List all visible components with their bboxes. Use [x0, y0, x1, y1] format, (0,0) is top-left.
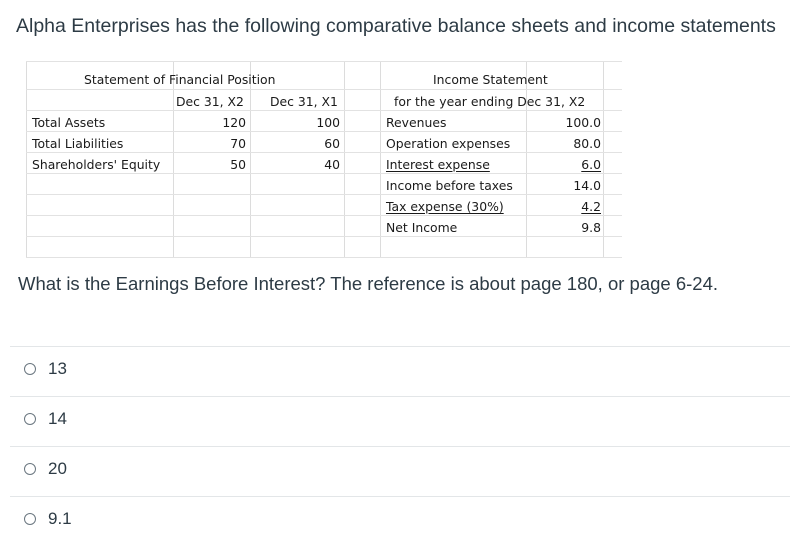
answer-option[interactable] — [10, 496, 790, 547]
shareholders-equity-x2: 50 — [230, 157, 246, 172]
net-income-value: 9.8 — [581, 220, 601, 235]
total-assets-x1: 100 — [316, 115, 340, 130]
row-label-tax-expense: Tax expense (30%) — [386, 199, 504, 214]
radio-button[interactable] — [24, 363, 36, 375]
answer-option[interactable] — [10, 396, 790, 447]
answer-label: 9.1 — [48, 509, 72, 528]
row-label-total-assets: Total Assets — [32, 115, 106, 130]
revenues-value: 100.0 — [565, 115, 601, 130]
row-label-income-before-taxes: Income before taxes — [386, 178, 513, 193]
answer-option[interactable] — [10, 346, 790, 397]
answer-label: 20 — [48, 459, 67, 478]
spreadsheet-image — [26, 61, 622, 257]
total-liabilities-x1: 60 — [324, 136, 340, 151]
total-liabilities-x2: 70 — [230, 136, 246, 151]
answer-label: 13 — [48, 359, 67, 378]
row-label-total-liabilities: Total Liabilities — [32, 136, 124, 151]
row-label-net-income: Net Income — [386, 220, 458, 235]
total-assets-x2: 120 — [222, 115, 246, 130]
income-statement-title: Income Statement — [433, 72, 548, 87]
radio-button[interactable] — [24, 513, 36, 525]
radio-button[interactable] — [24, 413, 36, 425]
income-statement-subtitle: for the year ending Dec 31, X2 — [394, 94, 586, 109]
interest-expense-value: 6.0 — [581, 157, 601, 172]
answer-label: 14 — [48, 409, 67, 428]
answer-option[interactable] — [10, 446, 790, 497]
question-text: What is the Earnings Before Interest? The reference is about page 180, or page 6-24. — [18, 273, 719, 294]
balance-sheet-title: Statement of Financial Position — [84, 72, 276, 87]
row-label-interest-expense: Interest expense — [386, 157, 490, 172]
row-label-operation-expenses: Operation expenses — [386, 136, 511, 151]
balance-sheet-col-x1: Dec 31, X1 — [270, 94, 338, 109]
tax-expense-value: 4.2 — [581, 199, 601, 214]
shareholders-equity-x1: 40 — [324, 157, 340, 172]
row-label-revenues: Revenues — [386, 115, 447, 130]
row-label-shareholders-equity: Shareholders' Equity — [32, 157, 161, 172]
operation-expenses-value: 80.0 — [573, 136, 601, 151]
radio-button[interactable] — [24, 463, 36, 475]
question-intro: Alpha Enterprises has the following comparative balance sheets and income statements — [16, 15, 776, 37]
balance-sheet-col-x2: Dec 31, X2 — [176, 94, 244, 109]
income-before-taxes-value: 14.0 — [573, 178, 601, 193]
